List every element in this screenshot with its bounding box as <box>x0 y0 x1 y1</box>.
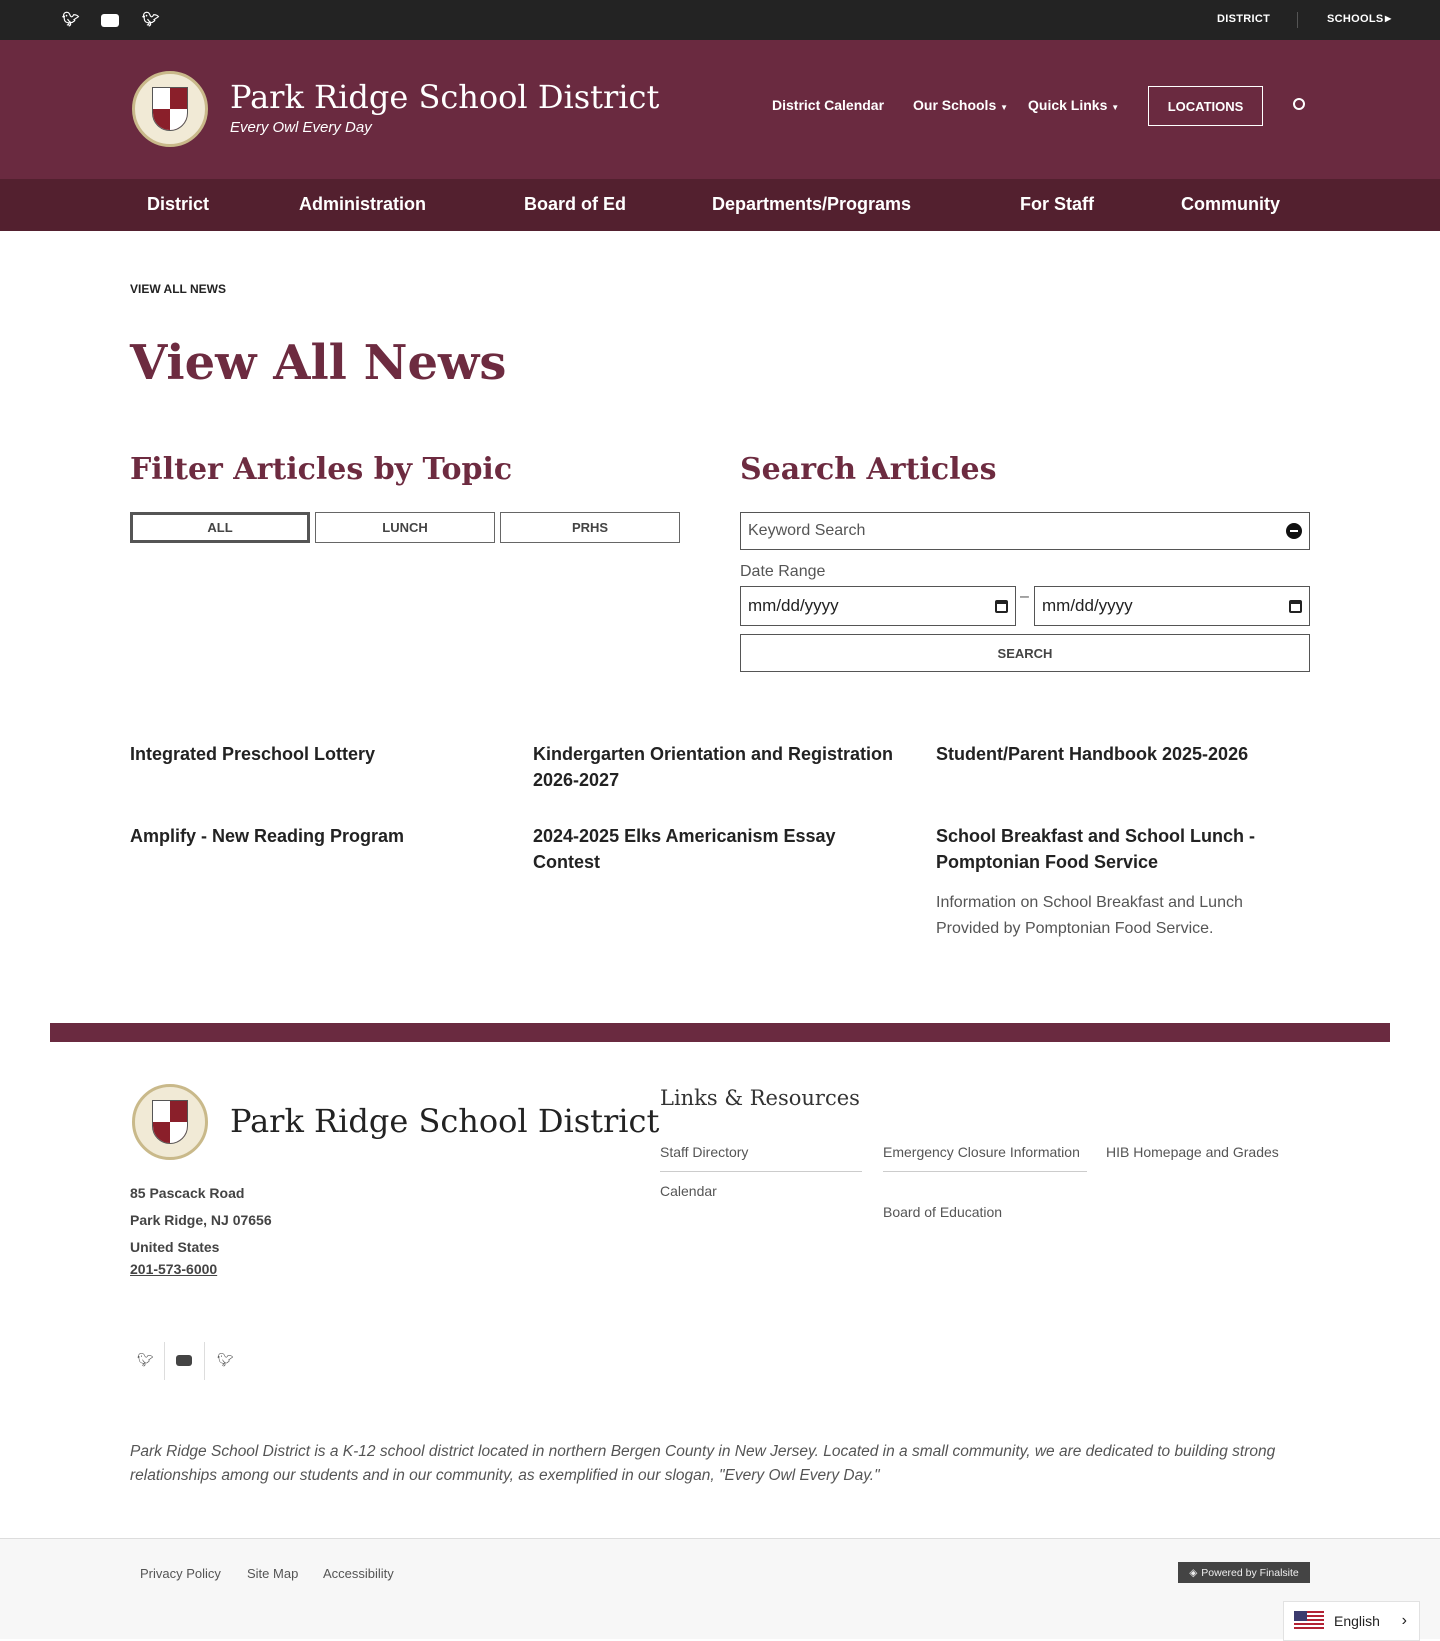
article-title[interactable]: Integrated Preschool Lottery <box>130 744 376 764</box>
nav-community[interactable]: Community <box>1181 194 1280 214</box>
end-date-input[interactable] <box>1034 586 1310 626</box>
footer-title: Park Ridge School District <box>230 1102 660 1140</box>
address-line: 85 Pascack Road <box>130 1185 245 1201</box>
locations-button[interactable]: LOCATIONS <box>1148 86 1263 126</box>
footer-divider-bar <box>50 1023 1390 1042</box>
privacy-policy-link[interactable]: Privacy Policy <box>140 1566 221 1581</box>
youtube-icon[interactable] <box>176 1355 192 1366</box>
district-calendar-link[interactable]: District Calendar <box>772 97 885 113</box>
tagline: Every Owl Every Day <box>230 119 372 136</box>
bottom-bar <box>0 1538 1440 1639</box>
twitter-icon[interactable]: 🐦︎ <box>62 11 80 27</box>
article-title[interactable]: School Breakfast and School Lunch - Pomptonian Food Service <box>936 826 1256 872</box>
nav-board-of-ed[interactable]: Board of Ed <box>524 194 626 214</box>
main-nav <box>0 179 1440 231</box>
footer-link-emergency-closure[interactable]: Emergency Closure Information <box>883 1141 1087 1172</box>
our-schools-dropdown[interactable] <box>913 97 1008 113</box>
utility-bar <box>0 0 1440 40</box>
nav-district[interactable]: District <box>147 194 210 214</box>
footer-link-hib[interactable]: HIB Homepage and Grades <box>1106 1144 1279 1160</box>
caret-down-icon: ▼ <box>1111 103 1120 112</box>
twitter-icon[interactable]: 🐦︎ <box>137 1352 154 1367</box>
divider <box>1297 12 1298 28</box>
language-selector[interactable] <box>1283 1601 1420 1641</box>
filter-heading: Filter Articles by Topic <box>130 452 513 487</box>
date-separator: – <box>1020 588 1029 605</box>
district-about: Park Ridge School District is a K-12 school district located in northern Bergen County in New Jersey. Located in a small community, we are dedicated to building strong relationships among our students and in our community, as exemplified in our slogan, "Every Owl Every Day." <box>130 1443 1276 1484</box>
article-title[interactable]: Kindergarten Orientation and Registration 2026-2027 <box>533 744 894 790</box>
caret-right-icon: ▶ <box>1385 14 1392 23</box>
date-placeholder: mm/dd/yyyy <box>1042 596 1133 615</box>
search-icon[interactable] <box>1293 98 1305 110</box>
phone-link[interactable]: 201-573-6000 <box>130 1261 218 1277</box>
quick-links-dropdown[interactable] <box>1028 97 1119 113</box>
site-header <box>0 40 1440 179</box>
breadcrumb[interactable]: VIEW ALL NEWS <box>130 282 226 296</box>
calendar-icon[interactable] <box>995 600 1008 613</box>
divider <box>164 1342 165 1380</box>
filter-all-button[interactable]: ALL <box>130 512 310 543</box>
powered-label: Powered by Finalsite <box>1201 1566 1299 1579</box>
twitter-icon[interactable]: 🐦︎ <box>142 11 160 27</box>
accessibility-link[interactable]: Accessibility <box>323 1566 394 1581</box>
site-map-link[interactable]: Site Map <box>247 1566 299 1581</box>
district-seal-logo[interactable] <box>132 71 208 147</box>
article-title[interactable]: Amplify - New Reading Program <box>130 826 405 846</box>
schools-link[interactable]: SCHOOLS <box>1327 13 1384 25</box>
youtube-icon[interactable] <box>101 14 119 27</box>
filter-prhs-button[interactable]: PRHS <box>500 512 680 543</box>
footer-link-board-of-education[interactable]: Board of Education <box>883 1204 1003 1220</box>
footer-link-calendar[interactable]: Calendar <box>660 1183 717 1199</box>
footer-seal-logo[interactable] <box>132 1084 208 1160</box>
quick-links-label: Quick Links <box>1028 97 1108 113</box>
us-flag-icon <box>1294 1611 1324 1631</box>
article-title[interactable]: Student/Parent Handbook 2025-2026 <box>936 744 1249 764</box>
clear-icon[interactable] <box>1286 523 1302 539</box>
our-schools-label: Our Schools <box>913 97 997 113</box>
keyword-placeholder: Keyword Search <box>748 522 866 539</box>
filter-lunch-button[interactable]: LUNCH <box>315 512 495 543</box>
article-title[interactable]: 2024-2025 Elks Americanism Essay Contest <box>533 826 836 872</box>
nav-administration[interactable]: Administration <box>299 194 427 214</box>
search-heading: Search Articles <box>740 452 997 487</box>
caret-down-icon: ▼ <box>1000 103 1009 112</box>
calendar-icon[interactable] <box>1289 600 1302 613</box>
finalsite-icon: ◈ <box>1189 1566 1198 1579</box>
search-button[interactable]: SEARCH <box>740 634 1310 672</box>
page-title: View All News <box>130 335 507 391</box>
nav-departments-programs[interactable]: Departments/Programs <box>712 194 912 214</box>
article-description: Information on School Breakfast and Lunch Provided by Pomptonian Food Service. <box>936 894 1243 937</box>
divider <box>204 1342 205 1380</box>
language-label: English <box>1334 1613 1380 1629</box>
chevron-right-icon: › <box>1401 1612 1407 1629</box>
powered-by-finalsite-badge[interactable] <box>1178 1562 1310 1583</box>
start-date-input[interactable] <box>740 586 1016 626</box>
address-line: United States <box>130 1239 220 1255</box>
twitter-icon[interactable]: 🐦︎ <box>217 1352 234 1367</box>
footer-link-staff-directory[interactable]: Staff Directory <box>660 1141 862 1172</box>
keyword-search-input[interactable] <box>740 512 1310 550</box>
nav-for-staff[interactable]: For Staff <box>1020 194 1094 214</box>
district-link[interactable]: DISTRICT <box>1217 13 1271 25</box>
site-title[interactable]: Park Ridge School District <box>230 78 660 116</box>
links-heading: Links & Resources <box>660 1086 860 1110</box>
address-line: Park Ridge, NJ 07656 <box>130 1212 272 1228</box>
date-range-label: Date Range <box>740 563 826 580</box>
date-placeholder: mm/dd/yyyy <box>748 596 839 615</box>
